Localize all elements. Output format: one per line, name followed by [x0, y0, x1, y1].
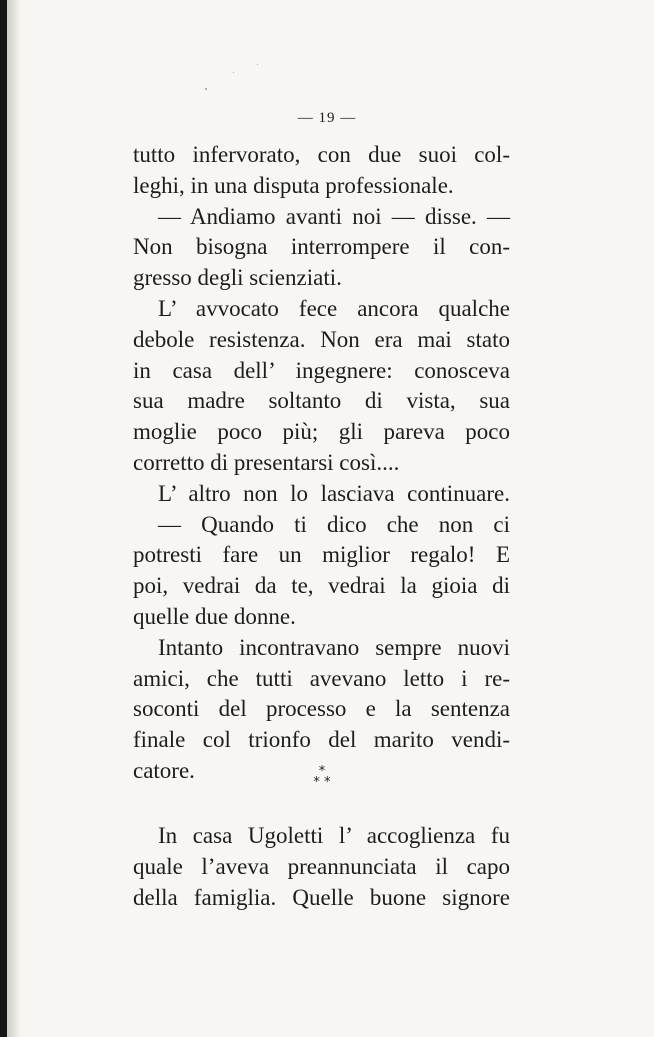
text-line: L’ avvocato fece ancora qualche — [158, 295, 510, 321]
text-line: potresti fare un miglior regalo! E — [133, 542, 510, 568]
text-line: corretto di presentarsi così.... — [133, 449, 400, 475]
text-line: In casa Ugoletti l’ accoglienza fu — [158, 823, 510, 848]
text-line: in casa dell’ ingegnere: conosceva — [133, 357, 510, 383]
text-line: soconti del processo e la sentenza — [133, 696, 510, 722]
page-number: — 19 — — [297, 110, 357, 126]
separator-top-star: * — [318, 764, 326, 779]
body-text-bottom — [133, 820, 510, 912]
text-line: quale l’aveva preannunciata il capo — [133, 853, 510, 879]
text-line: — Quando ti dico che non ci — [158, 511, 510, 537]
separator-bottom-stars: * * — [313, 775, 331, 790]
text-line: tutto infervorato, con due suoi col- — [133, 142, 510, 167]
paper-speck — [233, 72, 234, 73]
text-line: — Andiamo avanti noi — disse. — — [158, 203, 510, 229]
binding-shadow — [7, 0, 21, 1037]
text-line: sua madre soltanto di vista, sua — [133, 388, 510, 414]
text-line: Non bisogna interrompere il con- — [133, 234, 510, 260]
body-text-top — [133, 140, 510, 790]
text-line: finale col trionfo del marito vendi- — [133, 727, 510, 753]
text-line: leghi, in una disputa professionale. — [133, 172, 454, 198]
text-line: catore. — [133, 757, 195, 783]
paper-speck — [205, 88, 207, 90]
text-line: amici, che tutti avevano letto i re- — [133, 665, 510, 691]
text-line: moglie poco più; gli pareva poco — [133, 419, 510, 445]
text-line: della famiglia. Quelle buone signore — [133, 884, 510, 910]
paper-speck — [257, 64, 258, 65]
text-line: L’ altro non lo lasciava continuare. — [158, 480, 510, 506]
section-separator — [297, 766, 347, 788]
text-line: gresso degli scienziati. — [133, 265, 342, 291]
text-line: debole resistenza. Non era mai stato — [133, 326, 510, 352]
text-line: Intanto incontravano sempre nuovi — [158, 634, 510, 660]
binding-edge — [0, 0, 7, 1037]
text-line: poi, vedrai da te, vedrai la gioia di — [133, 573, 510, 599]
text-line: quelle due donne. — [133, 603, 296, 629]
